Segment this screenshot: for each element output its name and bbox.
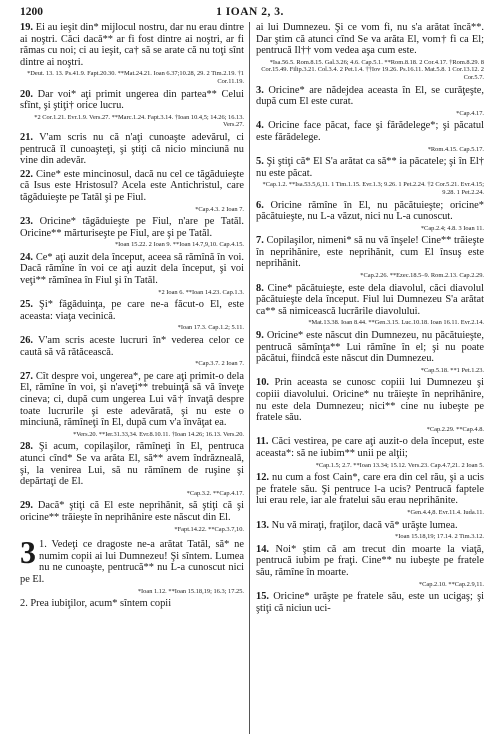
right-column — [256, 22, 484, 736]
verse-number: 10. — [256, 377, 269, 389]
running-title: 1 IOAN 2, 3. — [216, 6, 284, 18]
verse-number: 5. — [256, 156, 264, 168]
verse — [20, 500, 244, 523]
verse-text: Cît despre voi, ungerea*, pe care aţi primit-o dela El, rămîne în voi, şi n'aveţi** trebuinţă să vă înveţe cineva; ci, după cum ungerea Lui vă† învaţă despre toate lucrurile şi este adevărată, şi nu este o minciună, rămîneţi în El, după cum v'a învăţat ea. — [20, 370, 244, 429]
verse-number: 8. — [256, 282, 264, 294]
verse-text: Căci vestirea, pe care aţi auzit-o dela început, este aceasta*: să ne iubim** unii pe alţii; — [256, 436, 484, 459]
cross-reference: *Cap.1.2. **Isa.53.5,6,11. 1 Tim.1.15. Evr.1.3; 9.26. 1 Pet.2.24. †2 Cor.5.21. Evr.4.15; 9.28. 1 Pet.2.24. — [262, 181, 484, 196]
verse-text: Copilaşilor, nimeni* să nu vă înşele! Cine** trăieşte în neprihănire, este neprihănit, cum El însuş este neprihănit. — [256, 235, 484, 270]
verse-text: Oricine* tăgăduieşte pe Fiul, n'are pe Tatăl. Oricine** mărturiseşte pe Fiul, are şi pe Tatăl. — [20, 216, 244, 239]
verse-text: Cine* este mincinosul, dacă nu cel ce tăgăduieşte că Isus este Hristosul? Acela este Antichristul, care tăgăduieşte pe Tatăl şi pe Fiul. — [20, 168, 244, 203]
verse-text: Ei au ieşit din* mijlocul nostru, dar nu erau dintre ai noştri. Căci dacă** ar fi fost dintre ai noştri, ar fi rămas cu noi; ci au ieşit, ca† să se arate că nu toţi sînt dintre ai noştri. — [20, 22, 244, 68]
verse-number: 24. — [20, 251, 33, 263]
verse-text: Cine* păcătuieşte, este dela diavolul, căci diavolul păcătuieşte dela început. Fiul lui Dumnezeu S'a arătat ca** să nimicească lucrările diavolului. — [256, 282, 484, 317]
verse — [256, 120, 484, 143]
verse-text: ai lui Dumnezeu. Şi ce vom fi, nu s'a arătat încă**. Dar ştim că atunci cînd Se va arăta El, vom† fi ca El; pentrucă Il†† vom vedea aşa cum este. — [256, 22, 484, 57]
verse-text: Şi* făgăduinţa, pe care ne-a făcut-o El, este aceasta: viaţa vecinică. — [20, 299, 244, 322]
cross-reference: *Cap.2.4; 4.8. 3 Ioan 11. — [420, 224, 484, 232]
verse — [256, 544, 484, 579]
verse-text: Noi* ştim că am trecut din moarte la viaţă, pentrucă iubim pe fraţi. Cine** nu iubeşte pe fratele său, rămîne în moarte. — [256, 543, 484, 578]
verse-text: Şi acum, copilaşilor, rămîneţi în El, pentruca atunci cînd* Se va arăta El, să** avem îndrăzneală, şi, la venirea Lui, să nu rămînem de ruşine şi depărtaţi de El. — [20, 441, 244, 488]
verse — [256, 591, 484, 614]
chapter-start — [20, 534, 244, 610]
verse-text: Oricine* este născut din Dumnezeu, nu păcătuieşte, pentrucă sămînţa** Lui rămîne în el; şi nu poate păcătui, fiindcă este născut din Dumnezeu. — [256, 330, 484, 365]
cross-reference: *Ioan 17.3. Cap.1.2; 5.11. — [177, 324, 244, 332]
verse-number: 25. — [20, 299, 33, 311]
cross-reference: *Cap.3.2. **Cap.4.17. — [186, 489, 244, 497]
verse-number: 14. — [256, 543, 269, 555]
verse-text: 1. Vedeţi ce dragoste ne-a arătat Tatăl, să* ne numim copii ai lui Dumnezeu! Şi sîntem. Lumea nu ne cunoaşte, pentrucă** nu L-a cunoscut nici pe El. — [20, 539, 244, 585]
cross-reference: *Mat.13.38. Ioan 8.44. **Gen.3.15. Luc.10.18. Ioan 16.11. Evr.2.14. — [308, 319, 484, 327]
verse-text: Ce* aţi auzit dela început, aceea să rămînă în voi. Dacă rămîne în voi ce aţi auzit dela început, şi voi veţi** rămînea în Fiul şi în Tatăl. — [20, 251, 244, 287]
cross-reference: *Isa.56.5. Rom.8.15. Gal.3.26; 4.6. Cap.5.1. **Rom.8.18. 2 Cor.4.17. †Rom.8.29. 8 Cor.15.49. Filip.3.21. Col.3.4. 2 Pet.1.4. ††Iov 19.26. Ps.16.11. Mat.5.8. 1 Cor.13.12. 2 Cor.5.7. — [261, 58, 484, 81]
verse-text: Oricine rămîne în El, nu păcătuieşte; oricine* păcătuieşte, nu L-a văzut, nici nu L-a cunoscut. — [256, 199, 484, 223]
verse-number: 11. — [256, 436, 269, 448]
verse-number: 23. — [20, 216, 33, 228]
verse-number: 13. — [256, 519, 269, 531]
column-divider — [249, 22, 250, 734]
verse — [20, 216, 244, 239]
cross-reference: *Cap.2.10. **Cap.2.9,11. — [418, 580, 484, 588]
verse-number: 7. — [256, 235, 264, 247]
page-number: 1200 — [20, 6, 43, 18]
cross-reference: *Rom.4.15. Cap.5.17. — [427, 145, 484, 153]
verse-text: Şi ştiţi că* El S'a arătat ca să** ia păcatele; şi în El† nu este păcat. — [256, 156, 484, 179]
cross-reference: *Cap.2.29. **Cap.4.8. — [426, 425, 484, 433]
verse-number: 20. — [20, 88, 33, 100]
verse-text: Oricine* are nădejdea aceasta în El, se curăţeşte, după cum El este curat. — [256, 84, 484, 108]
verse-number: 26. — [20, 335, 33, 347]
verse — [20, 441, 244, 487]
verse-number: 6. — [256, 199, 264, 211]
left-column — [20, 22, 244, 736]
verse-text: V'am scris nu că n'aţi cunoaşte adevărul, ci pentrucă îl cunoaşteţi, şi ştiţi că nicio minciună nu vine din adevăr. — [20, 131, 244, 167]
verse — [20, 169, 244, 204]
cross-reference: *Gen.4.4,8. Evr.11.4. Iuda.11. — [407, 508, 484, 516]
verse-text: nu cum a fost Cain*, care era din cel rău, şi a ucis pe fratele său. Şi pentruce l-a ucis? Pentrucă faptele lui erau rele, iar ale fratelui său erau neprihănite. — [256, 472, 484, 507]
cross-reference: *Ioan 1.12. **Ioan 15.18,19; 16.3; 17.25. — [137, 587, 244, 595]
verse-number: 3. — [256, 84, 264, 96]
page-header — [20, 6, 480, 22]
verse — [256, 330, 484, 365]
verse-text: Dacă* ştiţi că El este neprihănit, să ştiţi că şi oricine** trăieşte în neprihănire este născut din El. — [20, 500, 244, 523]
verse — [256, 22, 484, 57]
verse — [256, 520, 484, 532]
verse — [20, 132, 244, 167]
cross-reference: *Cap.5.18. **1 Pet.1.23. — [420, 366, 484, 374]
verse-text: Oricine* urăşte pe fratele său, este un ucigaş; şi ştiţi că niciun uci- — [256, 591, 484, 614]
chapter-number: 3 — [20, 534, 36, 571]
verse — [20, 371, 244, 429]
cross-reference: *Ioan 15.18,19; 17.14. 2 Tim.3.12. — [395, 533, 484, 541]
verse — [20, 22, 244, 68]
cross-reference: *Cap.4.3. 2 Ioan 7. — [195, 205, 244, 213]
cross-reference: *Ioan 15.22. 2 Ioan 9. **Ioan 14.7,9,10. Cap.4.15. — [114, 241, 244, 249]
cross-reference: *2 Cor.1.21. Evr.1.9. Vers.27. **Marc.1.24. Fapt.3.14. †Ioan 10.4,5; 14.26; 16.13. Vers.27. — [34, 113, 244, 129]
verse — [256, 200, 484, 223]
verse-number: 22. — [20, 168, 33, 180]
verse-text: V'am scris aceste lucruri în* vederea celor ce caută să vă rătăcească. — [20, 335, 244, 358]
cross-reference: *Cap.4.17. — [456, 109, 484, 117]
cross-reference: *Cap.1.5; 2.7. **Ioan 13.34; 15.12. Vers.23. Cap.4.7,21. 2 Ioan 5. — [315, 461, 484, 469]
cross-reference: *Cap.3.7. 2 Ioan 7. — [195, 360, 244, 368]
verse-text: Oricine face păcat, face şi fărădelege*; şi păcatul este fărădelege. — [256, 120, 484, 143]
verse-number: 19. — [20, 22, 33, 33]
verse-text: Nu vă miraţi, fraţilor, dacă vă* urăşte lumea. — [271, 519, 458, 531]
cross-reference: *Deut. 13. 13. Ps.41.9. Fapt.20.30. **Mat.24.21. Ioan 6.37;10.28, 29. 2 Tim.2.19. †1 Cor.11.19. — [27, 70, 244, 85]
verse-text: Dar voi* aţi primit ungerea din partea** Celui sfînt, şi ştiţi† orice lucru. — [20, 88, 244, 112]
verse — [256, 235, 484, 270]
verse-number: 21. — [20, 131, 33, 143]
verse — [256, 436, 484, 459]
verse — [256, 156, 484, 179]
cross-reference: *Cap.2.26. **Ezec.18.5–9. Rom.2.13. Cap.2.29. — [360, 272, 484, 280]
verse-number: 15. — [256, 591, 269, 603]
verse — [20, 252, 244, 287]
cross-reference: *Vers.20. **Ier.31.33,34. Evr.8.10.11. †Ioan 14.26; 16.13. Vers.20. — [73, 430, 244, 438]
verse-number: 4. — [256, 120, 264, 132]
verse — [256, 85, 484, 108]
verse — [20, 89, 244, 112]
verse — [20, 335, 244, 358]
cross-reference: *Fapt.14.22. **Cap.3.7,10. — [174, 525, 244, 533]
verse-number: 12. — [256, 472, 269, 484]
verse-number: 27. — [20, 370, 33, 382]
cross-reference: *2 Ioan 6. **Ioan 14.23. Cap.1.3. — [158, 288, 244, 296]
verse-text: Prin aceasta se cunosc copiii lui Dumnezeu şi copiii diavolului. Oricine* nu trăieşte în neprihănire, nu este dela Dumnezeu; nici** cine nu iubeşte pe fratele său. — [256, 377, 484, 424]
verse — [256, 377, 484, 423]
verse-text: 2. Prea iubiţilor, acum* sîntem copii — [20, 598, 172, 610]
verse-number: 28. — [20, 441, 33, 453]
verse — [256, 283, 484, 318]
verse — [256, 472, 484, 507]
verse — [20, 299, 244, 322]
verse-number: 29. — [20, 500, 33, 512]
verse-number: 9. — [256, 330, 264, 342]
